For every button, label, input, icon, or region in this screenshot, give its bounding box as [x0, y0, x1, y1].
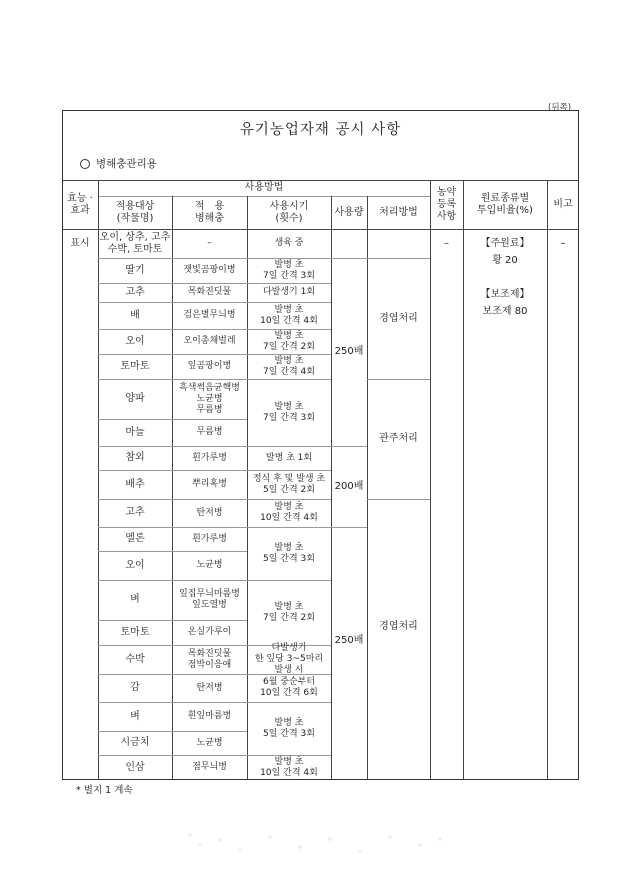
timing-cell: 발병 초 5일 간격 3회: [263, 717, 315, 739]
pest-cell: 노균병: [196, 737, 223, 748]
table-rule: [463, 180, 464, 780]
amount-cell: 250배: [334, 635, 364, 646]
crop-cell: 벼: [130, 594, 140, 605]
pest-cell: 흰가루병: [192, 452, 227, 463]
timing-cell: 6월 중순부터 10일 간격 6회: [260, 677, 318, 698]
amount-cell: 200배: [334, 480, 364, 492]
crop-cell: 토마토: [120, 360, 150, 372]
registration-value: –: [444, 237, 449, 249]
header-pest: 적 용 병해충: [194, 200, 225, 224]
timing-cell: 발병 초 7일 간격 2회: [263, 330, 315, 352]
timing-cell: 발병 초 10일 간격 4회: [260, 756, 318, 778]
crop-cell: 배추: [125, 478, 145, 490]
crop-cell: 인삼: [125, 761, 145, 773]
crop-cell: 오이, 상추, 고추 수박, 토마토: [99, 231, 171, 255]
pest-cell: 검은별무늬병: [183, 310, 236, 320]
header-ratio: 원료종류별 투입비율(%): [477, 192, 533, 216]
timing-cell: 발병 초 7일 간격 2회: [263, 601, 315, 623]
pest-cell: 탄저병: [196, 507, 223, 518]
pest-cell: 흰가루병: [192, 533, 227, 544]
amount-cell: 250배: [334, 346, 364, 357]
timing-cell: 다발생기 한 잎당 3~5마리 발생 시: [254, 643, 324, 675]
table-rule: [547, 180, 548, 780]
crop-cell: 감: [130, 682, 140, 693]
crop-cell: 토마토: [120, 626, 150, 638]
document-title: 유기농업자재 공시 사항: [239, 122, 402, 138]
crop-cell: 고추: [125, 286, 145, 298]
crop-cell: 참외: [125, 452, 145, 463]
pest-cell: 목화진딧물 점박이응애: [187, 648, 232, 670]
crop-cell: 오이: [125, 559, 145, 571]
ratio-main-title: 【주원료】: [480, 237, 530, 249]
method-cell: 관주처리: [379, 433, 418, 444]
crop-cell: 양파: [125, 393, 145, 404]
timing-cell: 발병 초 7일 간격 3회: [263, 259, 315, 281]
header-target-crop: 적용대상 (작물명): [115, 200, 155, 224]
pest-cell: 흰잎마름병: [187, 711, 232, 721]
timing-cell: 발병 초 1회: [265, 452, 313, 463]
crop-cell: 배: [130, 309, 140, 321]
header-remark: 비고: [553, 198, 573, 210]
pest-cell: 온실가루이: [187, 627, 232, 637]
circle-icon: [80, 159, 90, 169]
timing-cell: 정식 후 및 발생 초 5일 간격 2회: [252, 473, 326, 495]
table-rule: [331, 258, 430, 259]
table-rule: [331, 527, 367, 528]
header-amount: 사용량: [334, 206, 364, 218]
watermark-dots: [180, 825, 450, 865]
header-usage: 사용방법: [244, 182, 284, 193]
remark-value: –: [560, 237, 566, 249]
timing-cell: 발병 초 10일 간격 4회: [260, 502, 318, 523]
pest-cell: 잎곰팡이병: [187, 361, 232, 371]
crop-cell: 오이: [125, 335, 145, 347]
pest-cell: 흑색썩음균핵병 노균병 무름병: [179, 382, 240, 415]
timing-cell: 발병 초 5일 간격 3회: [263, 542, 315, 564]
pest-cell: 오이총채벌레: [183, 336, 236, 346]
crop-cell: 시금치: [120, 737, 150, 748]
crop-cell: 벼: [130, 710, 140, 722]
ratio-aux-value: 보조제 80: [482, 305, 528, 317]
pest-cell: 잎집무늬마름병 잎도열병: [179, 589, 240, 610]
timing-cell: 발병 초 7일 간격 3회: [263, 401, 315, 423]
pest-cell: 뿌리혹병: [192, 479, 227, 489]
header-effect: 효능 · 효과: [67, 192, 93, 216]
header-method: 처리방법: [379, 206, 418, 218]
table-rule: [430, 180, 431, 780]
table-rule: [331, 446, 367, 447]
timing-cell: 다발생기 1회: [262, 287, 316, 297]
footnote: * 별지 1 계속: [76, 785, 133, 796]
subheading-text: 병해충관리용: [96, 158, 157, 170]
pest-cell: 잿빛곰팡이병: [183, 265, 236, 275]
header-timing: 사용시기 (횟수): [269, 200, 309, 224]
ratio-main-value: 황 20: [492, 255, 518, 266]
crop-cell: 마늘: [125, 426, 145, 438]
method-cell: 경엽처리: [379, 621, 418, 632]
crop-cell: 고추: [125, 507, 145, 518]
crop-cell: 수박: [125, 653, 145, 665]
crop-cell: 멜론: [125, 533, 145, 544]
pest-cell: 목화진딧물: [187, 287, 232, 297]
pest-cell: 노균병: [196, 560, 223, 570]
pest-cell: 점무늬병: [192, 762, 227, 772]
table-rule: [367, 379, 430, 380]
header-registration: 농약 등록 사항: [436, 186, 457, 222]
pest-cell: 탄저병: [196, 682, 223, 693]
pest-cell: 무름병: [196, 427, 223, 437]
effect-value: 표시: [70, 237, 90, 249]
pest-cell: –: [207, 238, 212, 248]
method-cell: 경엽처리: [379, 312, 418, 324]
timing-cell: 발병 초 7일 간격 4회: [263, 355, 315, 377]
table-rule: [367, 499, 430, 500]
subheading: [80, 156, 157, 171]
timing-cell: 생육 중: [274, 238, 304, 248]
ratio-aux-title: 【보조제】: [480, 289, 530, 300]
page-label: (뒤쪽): [548, 103, 572, 113]
timing-cell: 발병 초 10일 간격 4회: [260, 304, 318, 326]
crop-cell: 딸기: [125, 264, 145, 276]
